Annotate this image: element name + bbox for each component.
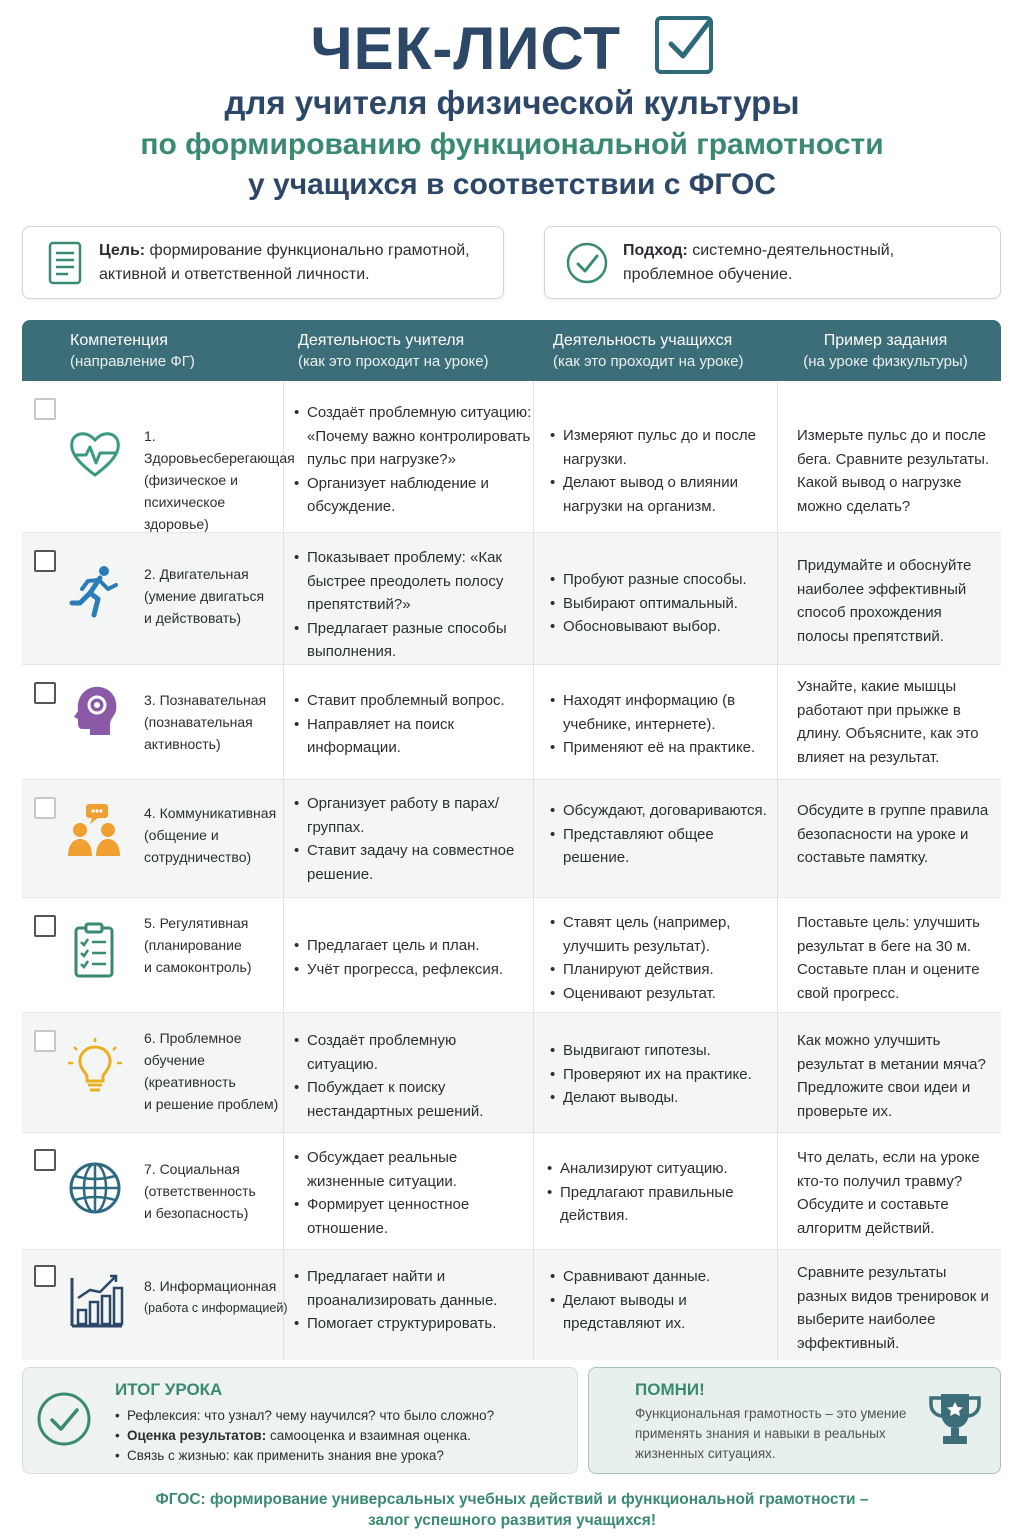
lightbulb-icon [66, 1037, 124, 1095]
competence-desc: (креативность [144, 1074, 236, 1090]
competence-title: 6. Проблемное [144, 1030, 242, 1046]
competence-title: 4. Коммуникативная [144, 805, 277, 821]
competence-title: 7. Социальная [144, 1161, 240, 1177]
runner-icon [66, 563, 124, 621]
table-header [22, 320, 1001, 381]
teacher-activity-list [294, 689, 529, 760]
subtitle-purpose: по формированию функциональной грамотности [140, 128, 884, 161]
subtitle-standard: у учащихся в соответствии с ФГОС [248, 168, 776, 201]
task-example: Сравните результаты разных видов тренировок и выберите наиболее эффективный. [797, 1264, 989, 1352]
task-example: Что делать, если на уроке кто-то получил травму? Обсудите и составьте алгоритм действий. [797, 1149, 980, 1237]
header-teacher [298, 330, 489, 372]
goal-label: Цель: [99, 242, 146, 259]
goal-line1: формирование функционально грамотной, [145, 242, 470, 259]
competence-desc: и действовать) [144, 610, 242, 626]
competence-name [144, 1275, 294, 1319]
list-item: • Измеряют пульс до и после нагрузки. [550, 424, 775, 471]
summary-item2-bold: Оценка результатов: [127, 1428, 267, 1443]
row-checkbox[interactable] [34, 1265, 56, 1287]
list-item [115, 1426, 494, 1446]
competence-title: 3. Познавательная [144, 692, 267, 708]
lesson-summary-box [22, 1367, 578, 1474]
list-item: • Предлагает разные способы выполнения. [294, 617, 529, 664]
competence-desc: (общение и [144, 827, 219, 843]
checkbox-checked-icon [655, 16, 713, 74]
competence-name [144, 689, 284, 755]
header-example-sub: (на уроке физкультуры) [803, 353, 968, 370]
list-item: • Планируют действия. [550, 958, 775, 982]
teacher-activity-list [294, 1146, 529, 1240]
student-activity-list [547, 1157, 772, 1228]
check-circle-icon [561, 237, 613, 289]
subtitle-audience: для учителя физической культуры [224, 84, 800, 121]
list-item: • Предлагает найти и проанализировать данные. [294, 1265, 529, 1312]
document-icon [39, 237, 91, 289]
task-example: Измерьте пульс до и после бега. Сравните результаты. Какой вывод о нагрузке можно сделать? [797, 427, 990, 515]
list-item: • Представляют общее решение. [550, 823, 778, 870]
competence-desc: (планирование [144, 937, 242, 953]
row-checkbox[interactable] [34, 398, 56, 420]
list-item: • Ставит задачу на совместное решение. [294, 839, 529, 886]
list-item: • Анализируют ситуацию. [547, 1157, 772, 1181]
bar-chart-icon [68, 1272, 126, 1330]
teacher-activity-list [294, 1029, 529, 1123]
globe-icon [66, 1159, 124, 1217]
list-item: • Связь с жизнью: как применить знания вне урока? [115, 1446, 494, 1466]
competence-desc: активность) [144, 736, 221, 752]
approach-label: Подход: [623, 242, 688, 259]
header-competence-sub: (направление ФГ) [70, 353, 195, 370]
list-item: • Организует работу в парах/ группах. [294, 792, 529, 839]
list-item: • Предлагает цель и план. [294, 934, 529, 958]
teacher-activity-list [294, 546, 529, 664]
header-students-main: Деятельность учащихся [553, 332, 733, 349]
approach-line1: системно-деятельностный, [687, 242, 895, 259]
teacher-activity-list [294, 792, 529, 886]
page-title: ЧЕК-ЛИСТ [310, 15, 622, 82]
head-gear-icon [66, 681, 124, 739]
task-example: Как можно улучшить результат в метании мяча? Предложите свои идеи и проверьте их. [797, 1032, 986, 1120]
header-teacher-main: Деятельность учителя [298, 332, 465, 349]
list-item: • Обосновывают выбор. [550, 615, 775, 639]
remember-text: Функциональная грамотность – это умение применять знания и навыки в реальных жизненных ситуациях. [635, 1406, 907, 1461]
competence-title: 5. Регулятивная [144, 915, 249, 931]
row-checkbox[interactable] [34, 550, 56, 572]
header-example-main: Пример задания [823, 332, 948, 349]
row-checkbox[interactable] [34, 915, 56, 937]
table-row [22, 665, 1001, 780]
list-item: • Создаёт проблемную ситуацию: «Почему важно контролировать пульс при нагрузке?» [294, 401, 532, 472]
row-checkbox[interactable] [34, 1149, 56, 1171]
competence-desc: и самоконтроль) [144, 959, 252, 975]
header-competence [70, 330, 195, 372]
trophy-icon [927, 1390, 983, 1450]
header-competence-main: Компетенция [70, 332, 168, 349]
people-chat-icon [66, 802, 124, 860]
goal-line2: активной и ответственной личности. [99, 266, 370, 283]
goal-box [22, 226, 504, 299]
list-item: • Делают вывод о влиянии нагрузки на организм. [550, 471, 775, 518]
list-item: • Создаёт проблемную ситуацию. [294, 1029, 529, 1076]
competence-desc: сотрудничество) [144, 849, 252, 865]
competence-desc: и безопасность) [144, 1205, 249, 1221]
header-example [798, 330, 973, 372]
footer-line1: ФГОС: формирование универсальных учебных действий и функциональной грамотности – [155, 1491, 869, 1508]
remember-title: ПОМНИ! [635, 1380, 705, 1399]
list-item: • Оценивают результат. [550, 982, 775, 1006]
check-circle-icon [35, 1390, 93, 1448]
list-item: • Проверяют их на практике. [550, 1063, 775, 1087]
student-activity-list [550, 1265, 775, 1336]
list-item: • Рефлексия: что узнал? чему научился? что было сложно? [115, 1406, 494, 1426]
clipboard-checklist-icon [66, 922, 124, 980]
list-item: • Делают выводы. [550, 1086, 775, 1110]
teacher-activity-list [294, 1265, 529, 1336]
task-example: Придумайте и обоснуйте наиболее эффективный способ прохождения полосы препятствий. [797, 557, 972, 645]
task-example: Поставьте цель: улучшить результат в беге на 30 м. Составьте план и оцените свой прогресс. [797, 914, 980, 1002]
row-checkbox[interactable] [34, 682, 56, 704]
teacher-activity-list [294, 934, 529, 981]
approach-line2: проблемное обучение. [623, 266, 793, 283]
row-checkbox[interactable] [34, 797, 56, 819]
competence-name [144, 912, 284, 978]
list-item: • Организует наблюдение и обсуждение. [294, 472, 532, 519]
competence-desc: и решение проблем) [144, 1096, 279, 1112]
heart-pulse-icon [66, 425, 124, 483]
summary-title: ИТОГ УРОКА [115, 1380, 223, 1399]
approach-text [623, 239, 894, 287]
list-item: • Учёт прогресса, рефлексия. [294, 958, 529, 982]
student-activity-list [550, 911, 775, 1005]
list-item: • Выдвигают гипотезы. [550, 1039, 775, 1063]
competence-name [144, 563, 284, 629]
competence-name [144, 802, 284, 868]
task-example: Обсудите в группе правила безопасности на уроке и составьте памятку. [797, 802, 989, 866]
student-activity-list [550, 689, 775, 760]
header-teacher-sub: (как это проходит на уроке) [298, 353, 489, 370]
remember-box [588, 1367, 1001, 1474]
table-row [22, 1250, 1001, 1360]
list-item: • Ставят цель (например, улучшить результат). [550, 911, 775, 958]
competence-desc: (ответственность [144, 1183, 256, 1199]
header-students [553, 330, 744, 372]
student-activity-list [550, 1039, 775, 1110]
list-item: • Сравнивают данные. [550, 1265, 775, 1289]
table-row [22, 381, 1001, 533]
list-item: • Обсуждают, договариваются. [550, 799, 778, 823]
list-item: • Применяют её на практике. [550, 736, 775, 760]
competence-name [144, 425, 295, 535]
table-row [22, 1013, 1001, 1133]
list-item: • Помогает структурировать. [294, 1312, 529, 1336]
summary-list [115, 1406, 494, 1466]
footer-note [0, 1489, 1024, 1531]
competence-desc: психическое здоровье) [144, 494, 226, 532]
list-item: • Показывает проблему: «Как быстрее преодолеть полосу препятствий?» [294, 546, 529, 617]
table-row [22, 780, 1001, 898]
competence-title: 1. Здоровьесберегающая [144, 428, 295, 466]
student-activity-list [550, 568, 775, 639]
goal-text [99, 239, 470, 287]
list-item: • Находят информацию (в учебнике, интернете). [550, 689, 775, 736]
header-students-sub: (как это проходит на уроке) [553, 353, 744, 370]
checklist-table [22, 320, 1001, 1360]
competence-name [144, 1027, 284, 1115]
list-item: • Делают выводы и представляют их. [550, 1289, 775, 1336]
student-activity-list [550, 424, 775, 518]
title-row [0, 14, 1024, 86]
summary-item2-rest: самооценка и взаимная оценка. [266, 1428, 471, 1443]
list-item: • Формирует ценностное отношение. [294, 1193, 529, 1240]
list-item: • Обсуждает реальные жизненные ситуации. [294, 1146, 529, 1193]
teacher-activity-list [294, 401, 532, 519]
row-checkbox[interactable] [34, 1030, 56, 1052]
competence-title: 2. Двигательная [144, 566, 249, 582]
footer-line2: залог успешного развития учащихся! [367, 1512, 657, 1529]
competence-name [144, 1158, 284, 1224]
list-item: • Предлагают правильные действия. [547, 1181, 772, 1228]
list-item: • Пробуют разные способы. [550, 568, 775, 592]
list-item: • Выбирают оптимальный. [550, 592, 775, 616]
list-item: • Ставит проблемный вопрос. [294, 689, 529, 713]
approach-box [544, 226, 1001, 299]
task-example: Узнайте, какие мышцы работают при прыжке в длину. Объясните, как это влияет на результат. [797, 678, 979, 766]
list-item: • Направляет на поиск информации. [294, 713, 529, 760]
table-row [22, 1133, 1001, 1250]
competence-desc: (работа с информацией) [144, 1301, 288, 1315]
competence-desc: (умение двигаться [144, 588, 265, 604]
competence-title: 8. Информационная [144, 1278, 277, 1294]
competence-desc: (физическое и [144, 472, 238, 488]
table-row [22, 533, 1001, 665]
competence-title: обучение [144, 1052, 205, 1068]
table-row [22, 898, 1001, 1013]
list-item: • Побуждает к поиску нестандартных решений. [294, 1076, 529, 1123]
competence-desc: (познавательная [144, 714, 253, 730]
student-activity-list [550, 799, 778, 870]
